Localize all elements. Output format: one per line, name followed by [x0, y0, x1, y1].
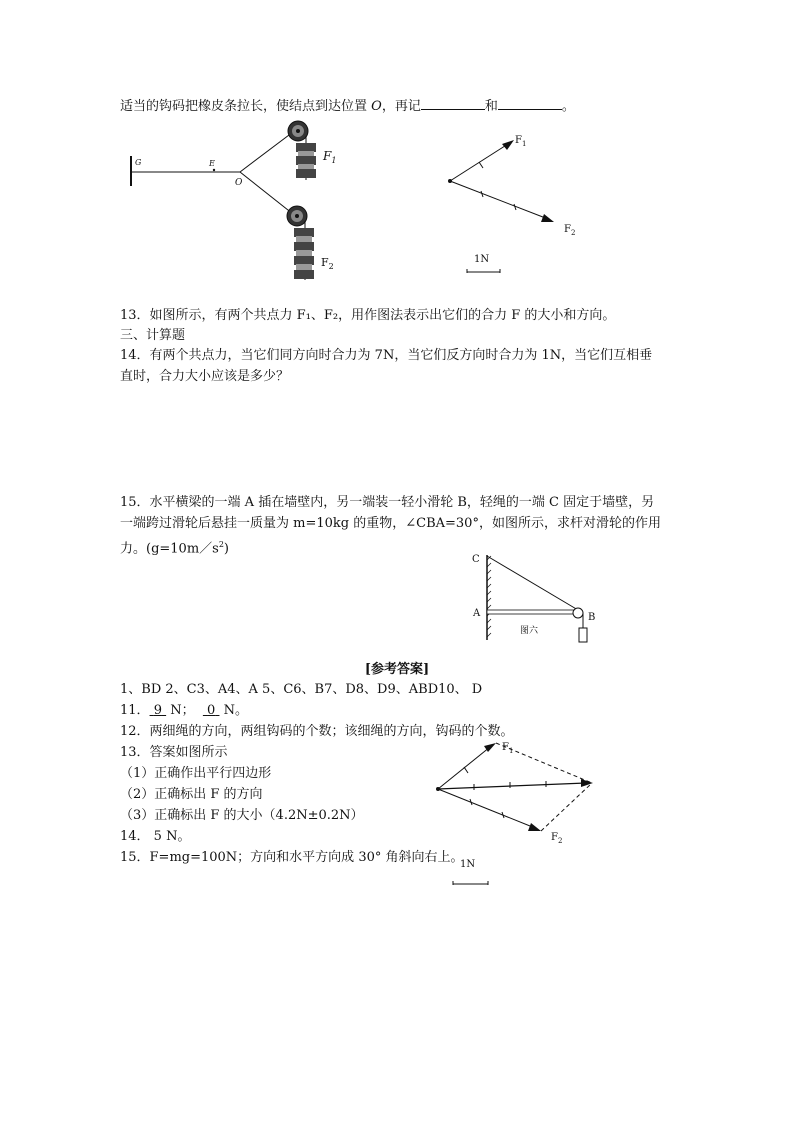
- force-f1-arrowhead: [502, 140, 514, 150]
- answer-f2-line: [438, 789, 535, 828]
- label-f2: $F_2$: [321, 256, 334, 271]
- label-fig4-f1: $F_1$: [502, 742, 514, 755]
- answer-1: 1、BD 2、C3、A4、A 5、C6、B7、D8、D9、ABD10、 D: [120, 682, 483, 697]
- q12-blank-2[interactable]: [498, 109, 562, 110]
- label-fig4-f2: $F_2$: [551, 832, 563, 845]
- q14-line-2: 直时，合力大小应该是多少？: [120, 369, 290, 384]
- answer-13-2: （2）正确标出 F 的方向: [120, 787, 263, 802]
- figure-caption: 图六: [520, 626, 539, 636]
- label-fig2-f2: $F_2$: [564, 224, 576, 237]
- answer-14: 14． 5 N。: [120, 829, 191, 844]
- answer-11-prefix: 11．: [120, 703, 150, 718]
- label-c: C: [472, 554, 480, 565]
- label-b: B: [588, 612, 596, 623]
- q14-line-1: 14．有两个共点力，当它们同方向时合力为 7N，当它们反方向时合力为 1N，当它们互相垂: [120, 348, 653, 363]
- q15-line-2: 一端跨过滑轮后悬挂一质量为 m=10kg 的重物，∠CBA=30°，如图所示，求杆对滑轮的作用: [120, 516, 661, 531]
- pulley-1: [288, 121, 308, 141]
- answer-11: [120, 702, 248, 720]
- q15-line-3-text: 力。(g=10m／s: [120, 541, 219, 557]
- figure-parallelogram-answer: [430, 735, 610, 895]
- figure-two-forces: [440, 125, 590, 285]
- resultant-f-line: [438, 783, 586, 789]
- beam-ab: [487, 610, 575, 614]
- q12-text-mid: ，再记: [381, 99, 421, 114]
- q12-line: [120, 98, 575, 116]
- label-fig2-f1: $F_1$: [515, 135, 527, 148]
- q12-point-o: O: [371, 99, 382, 114]
- q12-and: 和: [484, 99, 498, 114]
- weights-1: [296, 143, 316, 178]
- answer-f1-line: [438, 747, 490, 789]
- label-a: A: [473, 608, 481, 619]
- q12-text: 适当的钩码把橡皮条拉长，使结点到达位置: [120, 99, 368, 114]
- answer-13: 13．答案如图所示: [120, 745, 228, 760]
- answer-11-value-2: 0: [207, 703, 216, 718]
- string-2: [240, 172, 293, 214]
- figure-beam-pulley: [470, 550, 620, 650]
- section-3-heading: 三、计算题: [120, 328, 186, 343]
- figure-rubber-band: [125, 118, 365, 288]
- q13-text: 13．如图所示，有两个共点力 F₁、F₂，用作图法表示出它们的合力 F 的大小和方向。: [120, 308, 616, 323]
- label-o: O: [235, 178, 243, 188]
- q15-line-3-end: ): [223, 541, 229, 557]
- q15-superscript: 2: [218, 540, 224, 549]
- force-f2-arrowhead: [541, 214, 554, 222]
- dashed-side-2: [541, 783, 592, 831]
- q12-end: 。: [561, 99, 575, 114]
- answer-13-3: （3）正确标出 F 的大小（4.2N±0.2N）: [120, 808, 364, 823]
- force-f2-line: [450, 181, 548, 219]
- q15-line-3: [120, 536, 229, 558]
- weights-2: [294, 228, 314, 279]
- string-1: [240, 132, 293, 172]
- answer-11-unit-2: N。: [219, 703, 248, 718]
- pulley-b: [573, 608, 583, 618]
- dashed-side-1: [496, 743, 592, 783]
- label-e: E: [209, 159, 215, 168]
- resultant-f-arrowhead: [581, 779, 593, 787]
- answer-11-unit-1: N；: [166, 703, 195, 718]
- hanging-weight: [579, 628, 587, 642]
- pulley-2: [287, 206, 307, 226]
- rope-cb: [487, 556, 578, 610]
- point-e: [213, 169, 215, 171]
- answers-title: [参考答案]: [364, 662, 430, 677]
- answer-12: 12．两细绳的方向，两组钩码的个数；该细绳的方向，钩码的个数。: [120, 724, 514, 739]
- label-f1: $F_1$: [323, 149, 337, 165]
- answer-13-1: （1）正确作出平行四边形: [120, 766, 272, 781]
- answer-15: 15．F=mg=100N；方向和水平方向成 30° 角斜向右上。: [120, 850, 464, 865]
- answer-11-value-1: 9: [153, 703, 162, 718]
- q12-blank-1[interactable]: [421, 109, 485, 110]
- scale-label-fig2: 1N: [474, 254, 490, 265]
- scale-label-fig4: 1N: [460, 859, 476, 870]
- label-g: G: [135, 158, 142, 167]
- q15-line-1: 15．水平横梁的一端 A 插在墙壁内，另一端装一轻小滑轮 B，轻绳的一端 C 固定于墙壁，另: [120, 495, 655, 510]
